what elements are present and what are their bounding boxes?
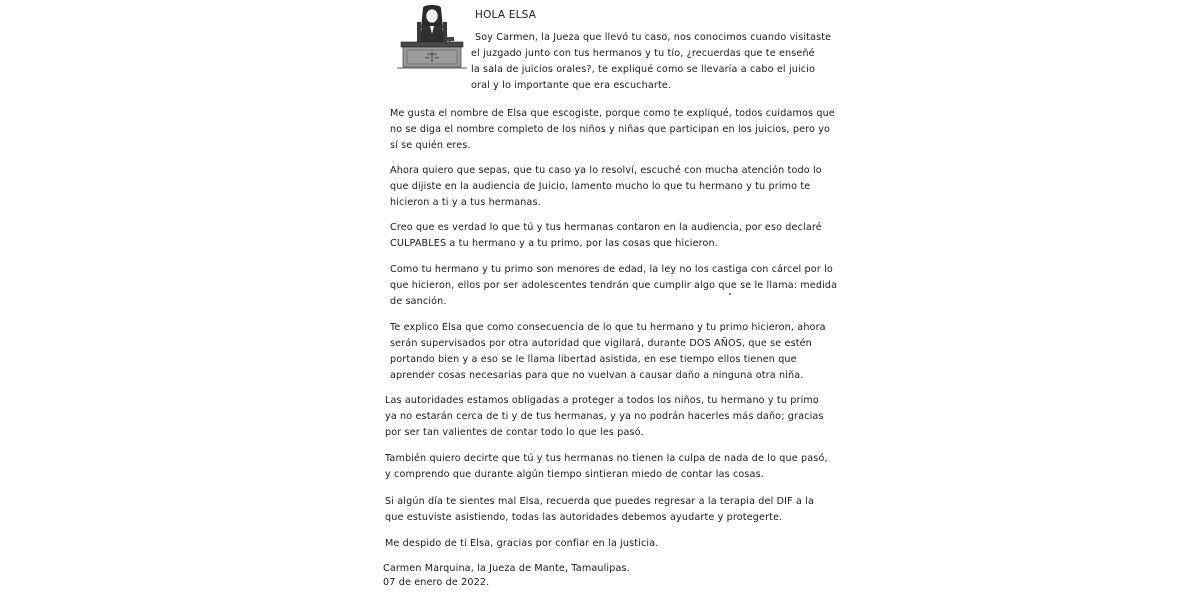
paragraph-verdict (390, 220, 822, 252)
intro-line: el juzgado junto con tus hermanos y tu tío, ¿recuerdas que te enseñé (471, 48, 815, 59)
paragraph-line: que estuviste asistiendo, todas las autoridades debemos ayudarte y protegerte. (385, 512, 783, 523)
paragraph-line: que dijiste en la audiencia de Juicio, lamento mucho lo que tu hermano y tu primo te (390, 181, 811, 192)
paragraph-line: Las autoridades estamos obligadas a proteger a todos los niños, tu hermano y tu primo (385, 395, 819, 406)
paragraph-line: Me gusta el nombre de Elsa que escogiste, porque como te expliqué, todos cuidamos que (390, 108, 835, 119)
paragraph-line: Si algún día te sientes mal Elsa, recuerda que puedes regresar a la terapia del DIF a la (385, 496, 815, 507)
paragraph-farewell (385, 536, 658, 552)
paragraph-line: que hicieron, ellos por ser adolescentes tendrán que cumplir algo que se le llama: medida (390, 280, 838, 291)
paragraph-line: CULPABLES a tu hermano y a tu primo, por las cosas que hicieron. (390, 238, 718, 249)
paragraph-line: serán supervisados por otra autoridad que vigilará, durante DOS AÑOS, que se estén (390, 338, 812, 349)
paragraph-case-resolved (390, 163, 822, 211)
paragraph-line: Creo que es verdad lo que tú y tus hermanas contaron en la audiencia, por eso declaré (390, 222, 822, 233)
paragraph-consequence (390, 320, 826, 384)
paragraph-line: Como tu hermano y tu primo son menores de edad, la ley no los castiga con cárcel por lo (390, 264, 833, 275)
intro-line: oral y lo importante que era escucharte. (471, 80, 672, 91)
paragraph-line: Te explico Elsa que como consecuencia de lo que tu hermano y tu primo hicieron, ahora (390, 322, 826, 333)
paragraph-line: de sanción. (390, 296, 447, 307)
intro-paragraph (471, 30, 832, 94)
paragraph-therapy (385, 494, 814, 526)
signature-line: Carmen Marquina, la Jueza de Mante, Tamaulipas. (383, 563, 630, 574)
paragraph-line: También quiero decirte que tú y tus hermanas no tienen la culpa de nada de lo que pasó, (385, 453, 828, 464)
letter-greeting: HOLA ELSA (475, 9, 537, 21)
paragraph-line: Me despido de ti Elsa, gracias por confiar en la justicia. (385, 538, 659, 549)
judge-illustration (395, 4, 469, 70)
paragraph-minors (390, 262, 837, 310)
paragraph-line: y comprendo que durante algún tiempo sintieran miedo de contar las cosas. (385, 469, 764, 480)
paragraph-line: portando bien y a eso se le llama libertad asistida, en ese tiempo ellos tienen que (390, 354, 797, 365)
paragraph-line: ya no estarán cerca de ti y de tus hermanas, y ya no podrán hacerles más daño; gracias (385, 411, 824, 422)
paragraph-line: Ahora quiero que sepas, que tu caso ya lo resolví, escuché con mucha atención todo lo (390, 165, 822, 176)
paragraph-line: no se diga el nombre completo de los niños y niñas que participan en los juicios, pero yo (390, 124, 831, 135)
intro-line: Soy Carmen, la Jueza que llevó tu caso, nos conocimos cuando visitaste (475, 32, 832, 43)
paragraph-line: por ser tan valientes de contar todo lo que les pasó. (385, 427, 644, 438)
signature-block (383, 562, 630, 590)
paragraph-line: aprender cosas necesarias para que no vuelvan a causar daño a ninguna otra niña. (390, 370, 804, 381)
paragraph-not-your-fault (385, 451, 828, 483)
intro-line: la sala de juicios orales?, te expliqué como se llevaría a cabo el juicio (471, 64, 816, 75)
paragraph-line: hicieron a ti y a tus hermanas. (390, 197, 541, 208)
scan-speck (729, 293, 731, 295)
paragraph-name (390, 106, 835, 154)
paragraph-line: sí se quién eres. (390, 140, 471, 151)
signature-date: 07 de enero de 2022. (383, 577, 490, 588)
paragraph-protection (385, 393, 824, 441)
